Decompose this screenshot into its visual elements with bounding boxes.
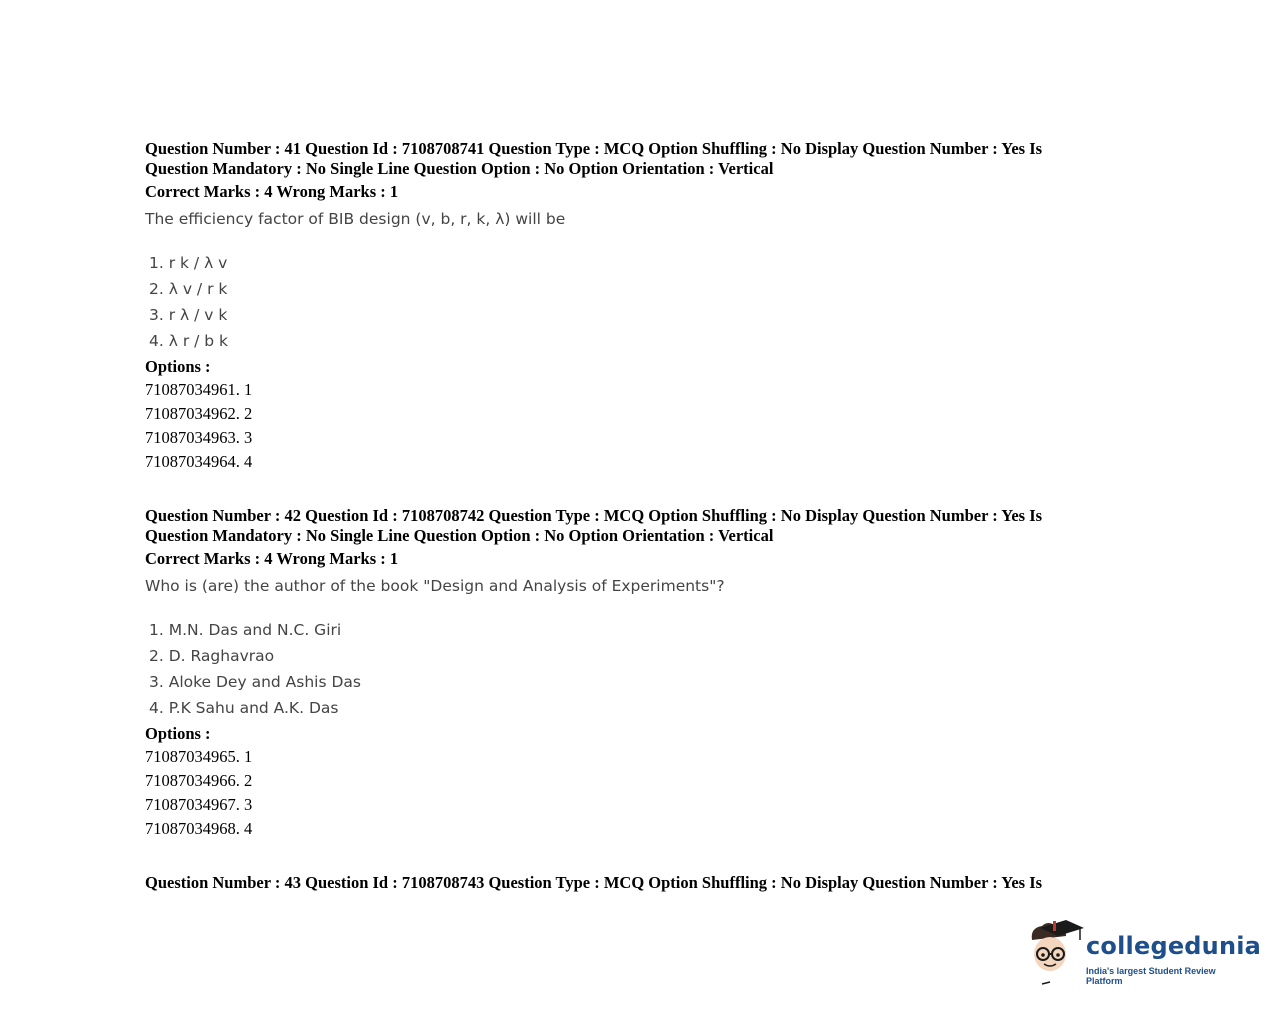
question-meta-line1: Question Number : 41 Question Id : 7108708741 Question Type : MCQ Option Shuffling : No Display Question Number : Yes Is	[145, 139, 1043, 158]
question-meta	[145, 873, 1105, 893]
option-id: 71087034965. 1	[145, 747, 253, 766]
question-marks: Correct Marks : 4 Wrong Marks : 1	[145, 182, 399, 201]
question-block-41	[145, 139, 1105, 474]
question-meta	[145, 506, 1105, 546]
answer-choice: 2. λ v / r k	[149, 280, 228, 298]
question-meta-line2: Question Mandatory : No Single Line Question Option : No Option Orientation : Vertical	[145, 159, 774, 178]
option-id: 71087034967. 3	[145, 795, 253, 814]
mascot-icon	[1026, 918, 1084, 988]
answer-choice: 1. M.N. Das and N.C. Giri	[149, 621, 342, 639]
logo-tagline: India's largest Student Review Platform	[1086, 966, 1216, 986]
question-paper-page	[145, 139, 1105, 925]
question-meta	[145, 139, 1105, 179]
answer-choice: 3. r λ / v k	[149, 306, 228, 324]
question-text: Who is (are) the author of the book "Design and Analysis of Experiments"?	[145, 577, 725, 595]
collegedunia-logo[interactable]	[1026, 918, 1262, 988]
option-id: 71087034968. 4	[145, 819, 253, 838]
question-meta-line2: Question Mandatory : No Single Line Question Option : No Option Orientation : Vertical	[145, 526, 774, 545]
option-id: 71087034966. 2	[145, 771, 253, 790]
question-marks: Correct Marks : 4 Wrong Marks : 1	[145, 549, 399, 568]
option-id: 71087034963. 3	[145, 428, 253, 447]
option-id: 71087034964. 4	[145, 452, 253, 471]
question-meta-line1: Question Number : 43 Question Id : 7108708743 Question Type : MCQ Option Shuffling : No Display Question Number : Yes Is	[145, 873, 1043, 892]
answer-choice: 4. λ r / b k	[149, 332, 229, 350]
options-label: Options :	[145, 357, 211, 376]
answer-choice: 2. D. Raghavrao	[149, 647, 275, 665]
answer-choice: 3. Aloke Dey and Ashis Das	[149, 673, 361, 691]
option-id: 71087034962. 2	[145, 404, 253, 423]
answer-choice: 4. P.K Sahu and A.K. Das	[149, 699, 339, 717]
answer-choices	[149, 250, 1105, 354]
question-text: The efficiency factor of BIB design (v, b, r, k, λ) will be	[145, 210, 566, 228]
question-meta-line1: Question Number : 42 Question Id : 7108708742 Question Type : MCQ Option Shuffling : No Display Question Number : Yes Is	[145, 506, 1043, 525]
answer-choices	[149, 617, 1105, 721]
question-block-42	[145, 506, 1105, 841]
answer-choice: 1. r k / λ v	[149, 254, 228, 272]
options-label: Options :	[145, 724, 211, 743]
question-block-43	[145, 873, 1105, 893]
option-id: 71087034961. 1	[145, 380, 253, 399]
logo-name: collegedunia	[1086, 932, 1262, 960]
